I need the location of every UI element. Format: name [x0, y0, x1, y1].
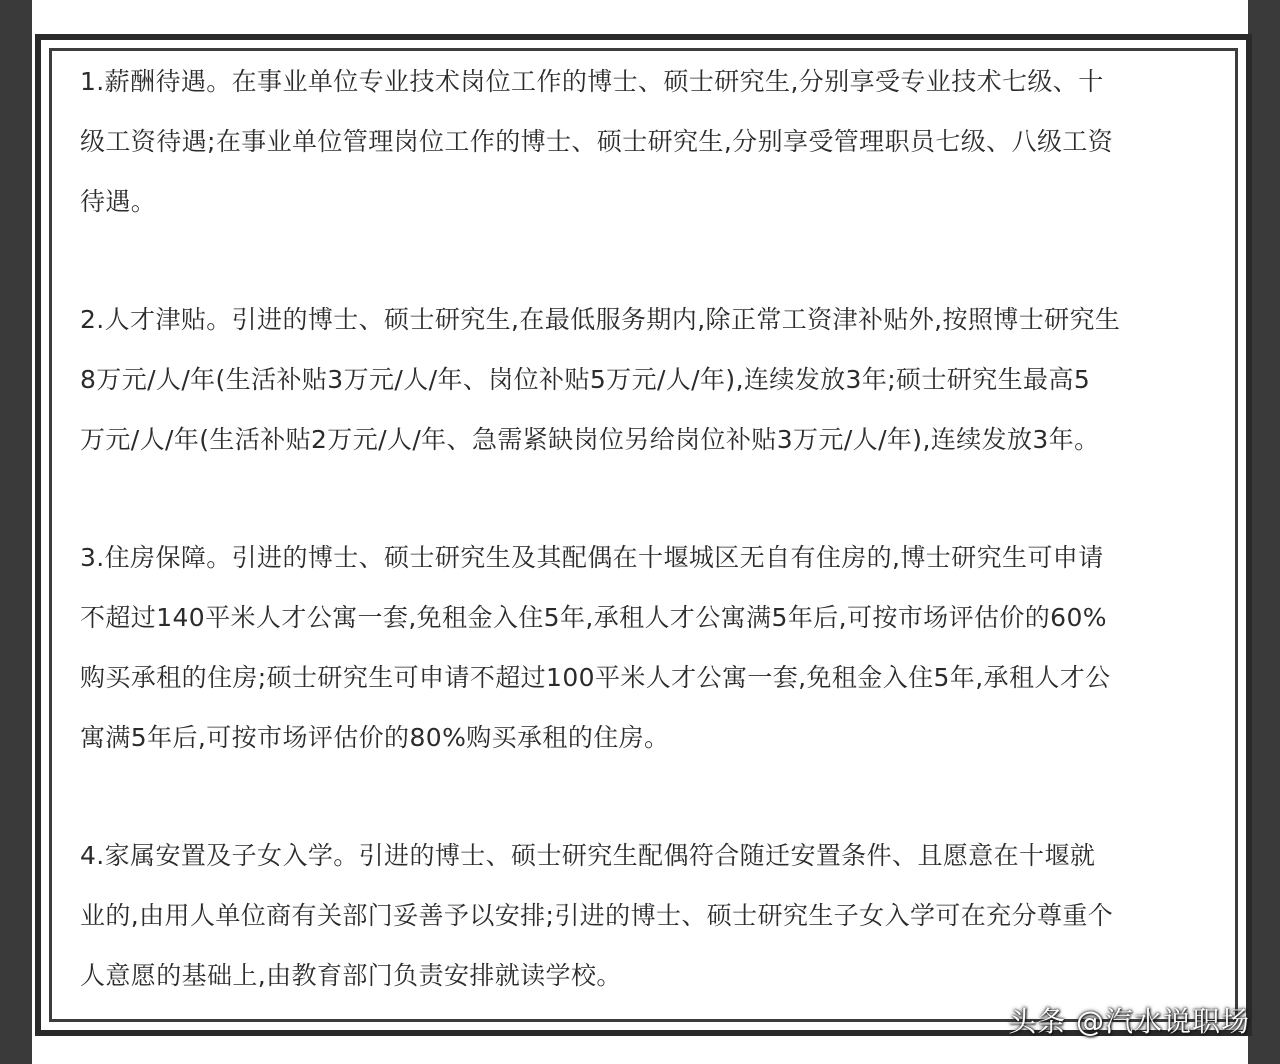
watermark: 头条 @汽水说职场 — [1008, 1005, 1250, 1038]
paragraph-salary — [80, 52, 1200, 232]
text-line: 不超过140平米人才公寓一套,免租金入住5年,承租人才公寓满5年后,可按市场评估价的60% — [80, 603, 1107, 632]
paragraph-talent-allowance — [80, 290, 1200, 470]
text-line: 4.家属安置及子女入学。引进的博士、硕士研究生配偶符合随迁安置条件、且愿意在十堰就 — [80, 841, 1096, 870]
text-line: 寓满5年后,可按市场评估价的80%购买承租的住房。 — [80, 723, 670, 752]
text-line: 购买承租的住房;硕士研究生可申请不超过100平米人才公寓一套,免租金入住5年,承租人才公 — [80, 663, 1111, 692]
left-dark-edge — [0, 0, 32, 1064]
text-line: 万元/人/年(生活补贴2万元/人/年、急需紧缺岗位另给岗位补贴3万元/人/年),连续发放3年。 — [80, 425, 1100, 454]
paragraph-family — [80, 826, 1200, 1006]
text-line: 人意愿的基础上,由教育部门负责安排就读学校。 — [80, 961, 622, 990]
text-line: 待遇。 — [80, 187, 157, 216]
text-line: 级工资待遇;在事业单位管理岗位工作的博士、硕士研究生,分别享受管理职员七级、八级工资 — [80, 127, 1114, 156]
right-dark-edge — [1248, 0, 1280, 1064]
text-line: 2.人才津贴。引进的博士、硕士研究生,在最低服务期内,除正常工资津补贴外,按照博士研究生 — [80, 305, 1121, 334]
paragraph-housing — [80, 528, 1200, 768]
text-line: 1.薪酬待遇。在事业单位专业技术岗位工作的博士、硕士研究生,分别享受专业技术七级、十 — [80, 67, 1104, 96]
text-line: 业的,由用人单位商有关部门妥善予以安排;引进的博士、硕士研究生子女入学可在充分尊重个 — [80, 901, 1114, 930]
text-line: 8万元/人/年(生活补贴3万元/人/年、岗位补贴5万元/人/年),连续发放3年;硕士研究生最高5 — [80, 365, 1091, 394]
document-body — [80, 52, 1200, 1006]
text-line: 3.住房保障。引进的博士、硕士研究生及其配偶在十堰城区无自有住房的,博士研究生可申请 — [80, 543, 1104, 572]
